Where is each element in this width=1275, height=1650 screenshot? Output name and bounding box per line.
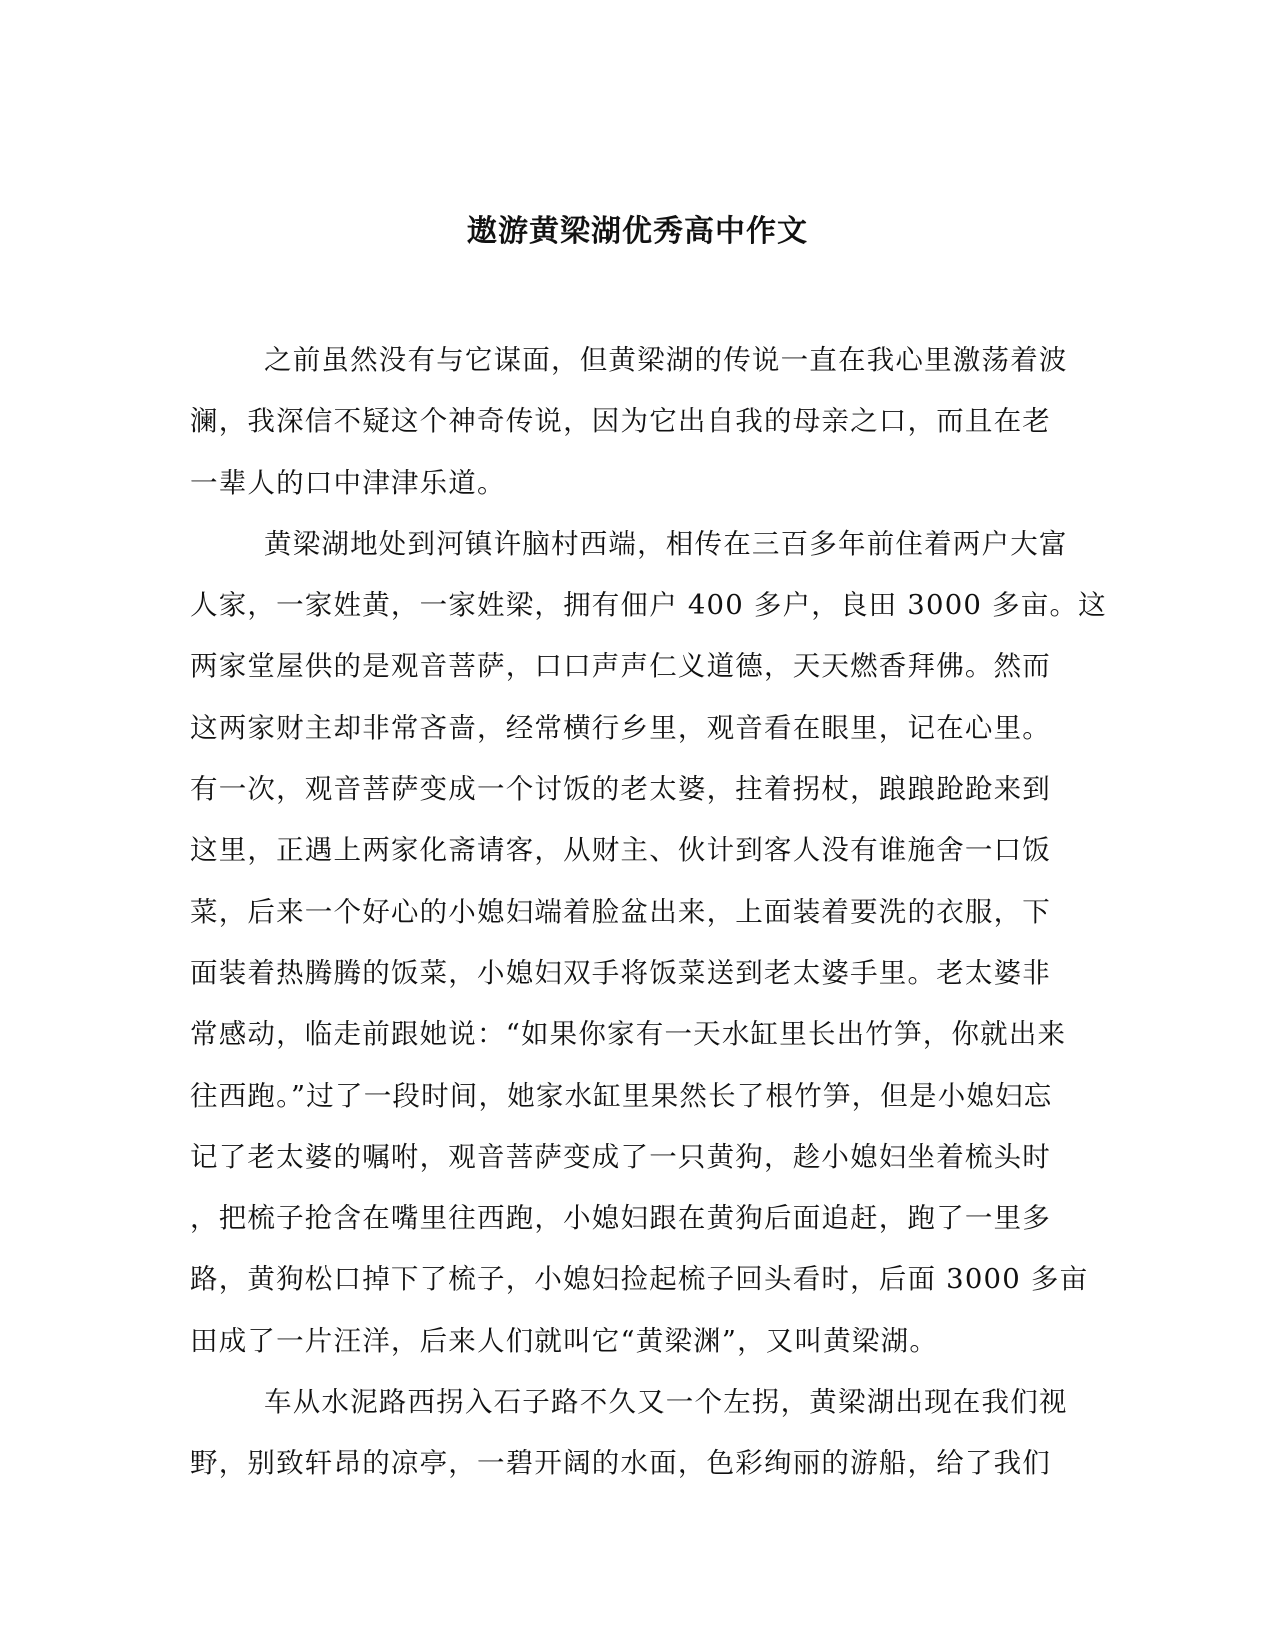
text-line: 两家堂屋供的是观音菩萨，口口声声仁义道德，天天燃香拜佛。然而 [190, 650, 1051, 683]
text-line: 野，别致轩昂的凉亭，一碧开阔的水面，色彩绚丽的游船，给了我们 [190, 1447, 1051, 1480]
text-line: 车从水泥路西拐入石子路不久又一个左拐，黄梁湖出现在我们视 [264, 1386, 1068, 1419]
document-title: 遨游黄梁湖优秀高中作文 [467, 214, 808, 249]
text-line: 这里，正遇上两家化斋请客，从财主、伙计到客人没有谁施舍一口饭 [190, 834, 1051, 867]
text-line: 澜，我深信不疑这个神奇传说，因为它出自我的母亲之口，而且在老 [190, 405, 1051, 438]
text-line: 有一次，观音菩萨变成一个讨饭的老太婆，拄着拐杖，踉踉跄跄来到 [190, 773, 1051, 806]
text-line: 一辈人的口中津津乐道。 [190, 466, 506, 499]
text-line: 这两家财主却非常吝啬，经常横行乡里，观音看在眼里，记在心里。 [190, 711, 1051, 744]
text-line: 田成了一片汪洋，后来人们就叫它“黄梁渊”，又叫黄梁湖。 [190, 1324, 939, 1357]
text-line: 人家，一家姓黄，一家姓梁，拥有佃户 400 多户，良田 3000 多亩。这 [190, 589, 1107, 622]
text-line: ，把梳子抢含在嘴里往西跑，小媳妇跟在黄狗后面追赶，跑了一里多 [190, 1202, 1051, 1235]
text-line: 黄梁湖地处到河镇许脑村西端，相传在三百多年前住着两户大富 [264, 527, 1068, 560]
text-line: 面装着热腾腾的饭菜，小媳妇双手将饭菜送到老太婆手里。老太婆非 [190, 956, 1051, 989]
essay-body [190, 330, 1107, 1495]
text-line: 往西跑。”过了一段时间，她家水缸里果然长了根竹笋，但是小媳妇忘 [190, 1079, 1053, 1112]
text-line: 菜，后来一个好心的小媳妇端着脸盆出来，上面装着要洗的衣服，下 [190, 895, 1051, 928]
text-line: 之前虽然没有与它谋面，但黄梁湖的传说一直在我心里激荡着波 [264, 344, 1068, 376]
text-line: 记了老太婆的嘱咐，观音菩萨变成了一只黄狗，趁小媳妇坐着梳头时 [190, 1140, 1051, 1173]
text-line: 路，黄狗松口掉下了梳子，小媳妇捡起梳子回头看时，后面 3000 多亩 [190, 1263, 1089, 1296]
text-line: 常感动，临走前跟她说：“如果你家有一天水缸里长出竹笋，你就出来 [190, 1018, 1067, 1051]
